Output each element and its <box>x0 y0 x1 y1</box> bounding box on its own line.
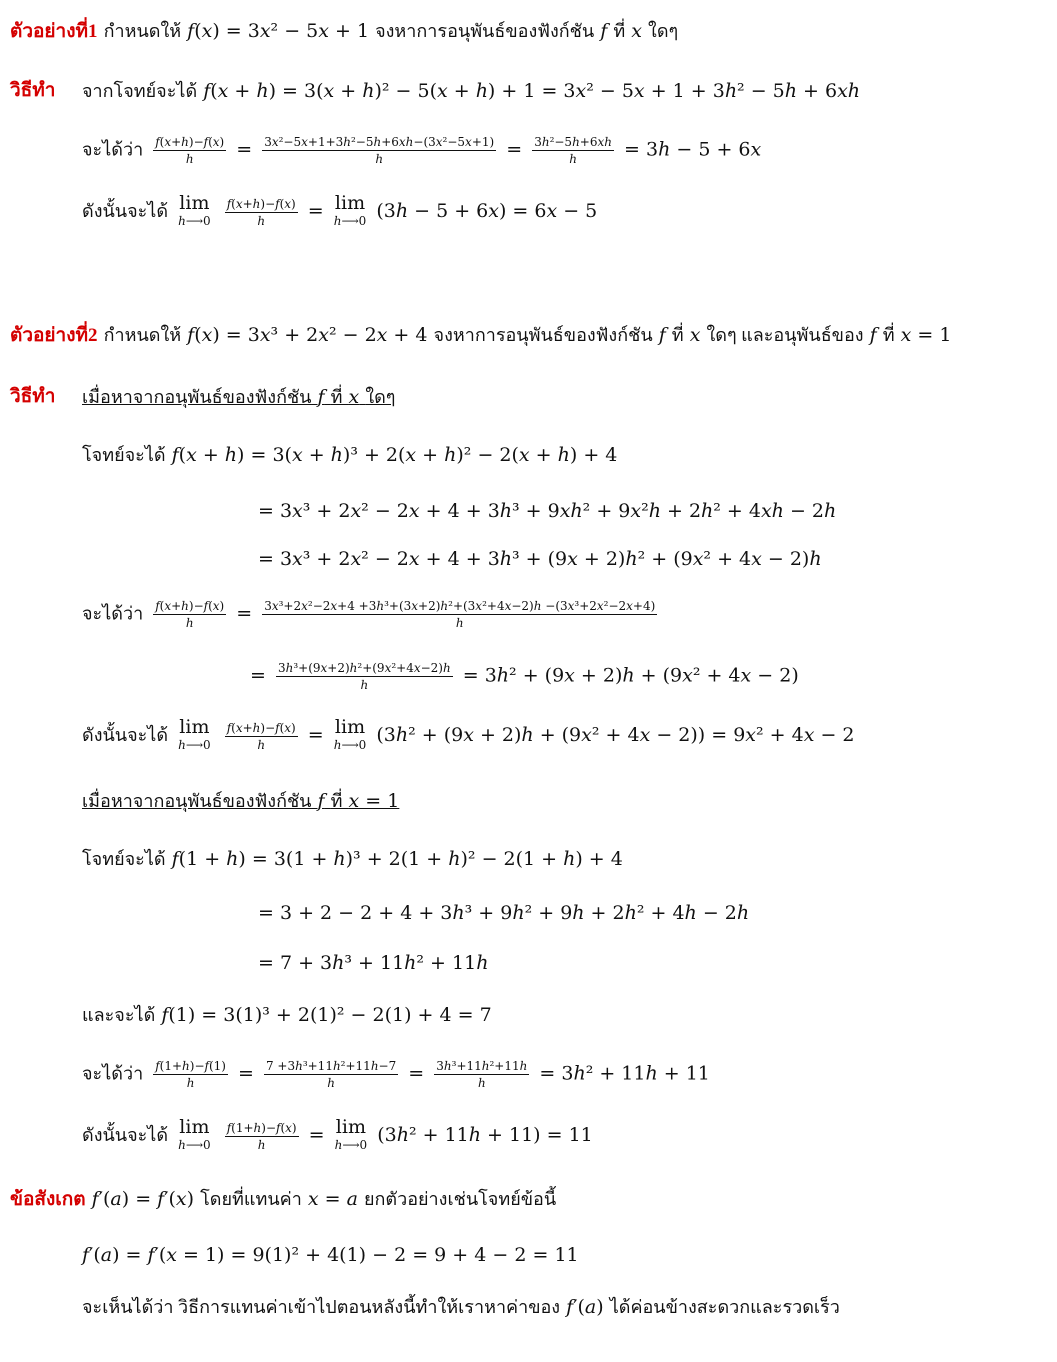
fraction: $\frac{\text{3𝑥²−5𝑥+1+3ℎ²−5ℎ+6𝑥ℎ−(3𝑥²−5𝑥+1)}}{\text{ℎ}}$ <box>264 135 495 166</box>
fraction: $\frac{\text{7 +3ℎ³+11ℎ²+11ℎ−7}}{\text{ℎ}}$ <box>265 1059 397 1090</box>
example1-step1: จากโจทย์จะได้ 𝑓(𝑥 + ℎ) = 3(𝑥 + ℎ)² − 5(𝑥 + ℎ) + 1 = 3𝑥² − 5𝑥 + 1 + 3ℎ² − 5ℎ + 6𝑥ℎ <box>82 80 861 102</box>
example2-s2-line2: = $\frac{\text{3ℎ³+(9𝑥+2)ℎ²+(9𝑥²+4𝑥−2)ℎ}}{\text{ℎ}}$ = 3ℎ² + (9𝑥 + 2)ℎ + (9𝑥² + 4𝑥 − 2) <box>250 661 799 692</box>
example2-s3: ดังนั้นจะได้ lim ℎ⟶0 $\frac{\text{𝑓(𝑥+ℎ)−𝑓(𝑥)}}{\text{ℎ}}$ = lim ℎ⟶0 (3ℎ² + (9𝑥 + 2)ℎ + (9𝑥² + 4𝑥 − 2)) = 9𝑥² + 4𝑥 − 2 <box>82 716 855 752</box>
example2-s1-line3: = 3𝑥³ + 2𝑥² − 2𝑥 + 4 + 3ℎ³ + (9𝑥 + 2)ℎ² + (9𝑥² + 4𝑥 − 2)ℎ <box>258 548 822 570</box>
example2-t1-line3: = 7 + 3ℎ³ + 11ℎ² + 11ℎ <box>258 952 489 974</box>
limit: lim ℎ⟶0 <box>333 716 367 752</box>
example2-s1-line2: = 3𝑥³ + 2𝑥² − 2𝑥 + 4 + 3ℎ³ + 9𝑥ℎ² + 9𝑥²ℎ + 2ℎ² + 4𝑥ℎ − 2ℎ <box>258 500 837 522</box>
example2-s2: จะได้ว่า $\frac{\text{𝑓(𝑥+ℎ)−𝑓(𝑥)}}{\text{ℎ}}$ = 3𝑥³+2𝑥²−2𝑥+4 +3ℎ³+(3𝑥+2)ℎ²+(3𝑥²+4𝑥−2)ℎ −(3𝑥³+2𝑥²−2𝑥+4) ℎ <box>82 599 656 630</box>
limit: lim ℎ⟶0 <box>178 192 211 228</box>
fraction: 3𝑥³+2𝑥²−2𝑥+4 +3ℎ³+(3𝑥+2)ℎ²+(3𝑥²+4𝑥−2)ℎ −(3𝑥³+2𝑥²−2𝑥+4) ℎ <box>264 599 656 630</box>
fraction: $\frac{\text{𝑓(𝑥+ℎ)−𝑓(𝑥)}}{\text{ℎ}}$ <box>155 599 225 630</box>
example1-label: ตัวอย่างที่1 <box>10 21 98 42</box>
example1-problem: ตัวอย่างที่1 กำหนดให้ 𝑓(𝑥) = 3𝑥² − 5𝑥 + 1 จงหาการอนุพันธ์ของฟังก์ชัน 𝑓 ที่ 𝑥 ใดๆ <box>10 20 679 42</box>
fraction: $\frac{\text{𝑓(𝑥+ℎ)−𝑓(𝑥)}}{\text{ℎ}}$ <box>226 720 296 752</box>
example2-problem: ตัวอย่างที่2 กำหนดให้ 𝑓(𝑥) = 3𝑥³ + 2𝑥² − 2𝑥 + 4 จงหาการอนุพันธ์ของฟังก์ชัน 𝑓 ที่ 𝑥 ใดๆ และอนุพันธ์ของ 𝑓 ที่ 𝑥 = 1 <box>10 324 952 346</box>
limit: lim ℎ⟶0 <box>178 1116 211 1152</box>
fraction: $\frac{\text{𝑓(1+ℎ)−𝑓(𝑥)}}{\text{ℎ}}$ <box>226 1120 297 1152</box>
note-line2: 𝑓′(𝑎) = 𝑓′(𝑥 = 1) = 9(1)² + 4(1) − 2 = 9 + 4 − 2 = 11 <box>82 1244 579 1266</box>
example2-label: ตัวอย่างที่2 <box>10 325 98 346</box>
example2-t3: จะได้ว่า $\frac{\text{𝑓(1+ℎ)−𝑓(1)}}{\text{ℎ}}$ = $\frac{\text{7 +3ℎ³+11ℎ²+11ℎ−7}}{\text{ℎ}}$ = $\frac{\text{3ℎ³+11ℎ²+11ℎ}}{\text{ℎ}}$ = 3ℎ² + 11ℎ + 11 <box>82 1059 710 1090</box>
example2-subheading-x-1: เมื่อหาจากอนุพันธ์ของฟังก์ชัน 𝑓 ที่ 𝑥 = 1 <box>82 790 400 812</box>
fraction: $\frac{\text{3ℎ³+11ℎ²+11ℎ}}{\text{ℎ}}$ <box>436 1059 528 1090</box>
example2-t4: ดังนั้นจะได้ lim ℎ⟶0 $\frac{\text{𝑓(1+ℎ)−𝑓(𝑥)}}{\text{ℎ}}$ = lim ℎ⟶0 (3ℎ² + 11ℎ + 11) = 11 <box>82 1116 593 1152</box>
example2-s1: โจทย์จะได้ 𝑓(𝑥 + ℎ) = 3(𝑥 + ℎ)³ + 2(𝑥 + ℎ)² − 2(𝑥 + ℎ) + 4 <box>82 444 618 466</box>
fraction: $\frac{\text{3ℎ³+(9𝑥+2)ℎ²+(9𝑥²+4𝑥−2)ℎ}}{\text{ℎ}}$ <box>277 661 451 692</box>
note-label: ข้อสังเกต <box>10 1189 86 1210</box>
example1-step2: จะได้ว่า $\frac{\text{𝑓(𝑥+ℎ)−𝑓(𝑥)}}{\text{ℎ}}$ = $\frac{\text{3𝑥²−5𝑥+1+3ℎ²−5ℎ+6𝑥ℎ−(3𝑥²−5𝑥+1)}}{\text{ℎ}}$ = $\frac{\text{3ℎ²−5ℎ+6𝑥ℎ}}{\text{ℎ}}$ = 3ℎ − 5 + 6𝑥 <box>82 135 762 166</box>
limit: lim ℎ⟶0 <box>333 192 367 228</box>
limit: lim ℎ⟶0 <box>178 716 211 752</box>
fraction: $\frac{\text{𝑓(𝑥+ℎ)−𝑓(𝑥)}}{\text{ℎ}}$ <box>226 196 296 228</box>
example2-subheading-any-x: เมื่อหาจากอนุพันธ์ของฟังก์ชัน 𝑓 ที่ 𝑥 ใดๆ <box>82 386 396 408</box>
example2-t1-line2: = 3 + 2 − 2 + 4 + 3ℎ³ + 9ℎ² + 9ℎ + 2ℎ² + 4ℎ − 2ℎ <box>258 902 750 924</box>
limit: lim ℎ⟶0 <box>334 1116 368 1152</box>
example2-t2: และจะได้ 𝑓(1) = 3(1)³ + 2(1)² − 2(1) + 4 = 7 <box>82 1004 492 1026</box>
note-line1: ข้อสังเกต 𝑓′(𝑎) = 𝑓′(𝑥) โดยที่แทนค่า 𝑥 = 𝑎 ยกตัวอย่างเช่นโจทย์ข้อนี้ <box>10 1188 557 1210</box>
example2-method-label: วิธีทำ <box>10 386 56 407</box>
example1-step3: ดังนั้นจะได้ lim ℎ⟶0 $\frac{\text{𝑓(𝑥+ℎ)−𝑓(𝑥)}}{\text{ℎ}}$ = lim ℎ⟶0 (3ℎ − 5 + 6𝑥) = 6𝑥 − 5 <box>82 192 598 228</box>
example2-t1: โจทย์จะได้ 𝑓(1 + ℎ) = 3(1 + ℎ)³ + 2(1 + ℎ)² − 2(1 + ℎ) + 4 <box>82 848 623 870</box>
fraction: $\frac{\text{3ℎ²−5ℎ+6𝑥ℎ}}{\text{ℎ}}$ <box>534 135 612 166</box>
fraction: $\frac{\text{𝑓(1+ℎ)−𝑓(1)}}{\text{ℎ}}$ <box>155 1059 226 1090</box>
example1-method-label: วิธีทำ <box>10 80 56 101</box>
note-line3: จะเห็นได้ว่า วิธีการแทนค่าเข้าไปตอนหลังนี้ทำให้เราหาค่าของ 𝑓′(𝑎) ได้ค่อนข้างสะดวกและรวดเร็ว <box>82 1296 840 1318</box>
fraction: $\frac{\text{𝑓(𝑥+ℎ)−𝑓(𝑥)}}{\text{ℎ}}$ <box>155 135 225 166</box>
